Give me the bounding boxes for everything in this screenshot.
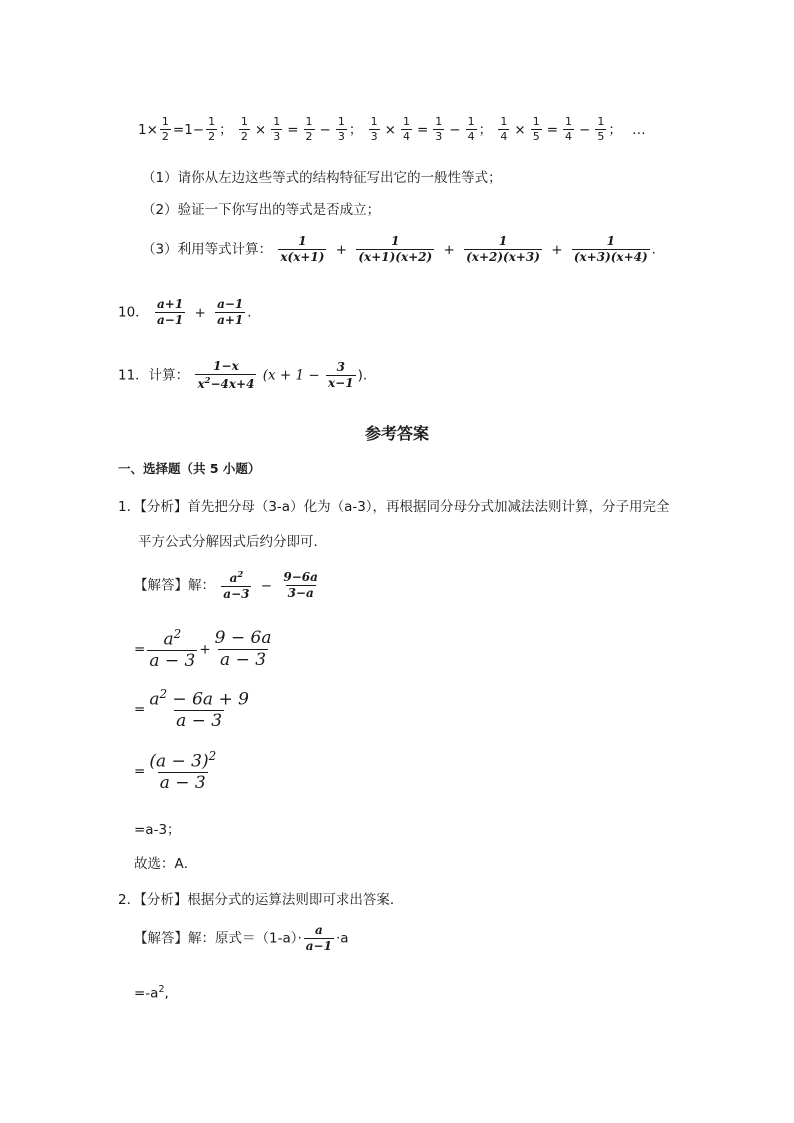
- fraction: $\frac{1}{5}$: [532, 115, 540, 144]
- fraction: $\frac{9-6a}{3-a}$: [283, 570, 318, 601]
- step-4: =a-3；: [134, 822, 181, 838]
- answer-1-analysis: 1．【分析】首先把分母（3-a）化为（a-3），再根据同分母分式加减法法则计算，分子用完全: [118, 499, 670, 515]
- fraction: $\frac{a^2}{a-3}$: [223, 569, 250, 602]
- fraction: $\frac{1}{2}$: [240, 115, 248, 144]
- pattern-term-4: $\frac{1}{4}$ × $\frac{1}{5}$ = $\frac{1}{4}$ − $\frac{1}{5}$ ；: [500, 115, 622, 144]
- ellipsis: …: [632, 121, 646, 138]
- fraction: $\frac{1}{2}$: [208, 115, 216, 144]
- fraction: $\frac{1}{4}$: [402, 115, 410, 144]
- fraction: $\frac{1}{3}$: [435, 115, 443, 144]
- fraction: $\frac{3}{x-1}$: [328, 360, 354, 391]
- fraction: $\frac{1}{3}$: [337, 115, 345, 144]
- fraction: $\frac{1}{2}$: [305, 115, 313, 144]
- pattern-term-1: 1× $\frac{1}{2}$ =1− $\frac{1}{2}$ ；: [138, 115, 233, 144]
- fraction: $\frac{1}{x(x+1)}$: [280, 234, 325, 265]
- fraction: $\frac{a+1}{a-1}$: [156, 297, 184, 328]
- answer-1-choice: 故选：A．: [134, 856, 198, 872]
- fraction: $\frac{1}{2}$: [161, 115, 169, 144]
- fraction: $\frac{1}{4}$: [565, 115, 573, 144]
- fraction: $\frac{a}{a-1}$: [305, 923, 332, 954]
- answer-1-analysis-cont: 平方公式分解因式后约分即可．: [138, 534, 327, 550]
- fraction: $\frac{1}{(x+2)(x+3)}$: [466, 234, 540, 265]
- fraction: $\frac{a^2}{a - 3}$: [149, 627, 196, 672]
- section-heading: 一、选择题（共 5 小题）: [118, 461, 261, 476]
- answer-2-result: $=-a^2$,: [134, 984, 169, 1002]
- pattern-term-3: $\frac{1}{3}$ × $\frac{1}{4}$ = $\frac{1}{3}$ − $\frac{1}{4}$ ；: [370, 115, 493, 144]
- question-9-2: （2）验证一下你写出的等式是否成立；: [142, 202, 381, 218]
- question-9-3: （3）利用等式计算： $\frac{1}{x(x+1)}$ + $\frac{1}{(x+1)(x+2)}$ + $\frac{1}{(x+2)(x+3)}$ + $\frac{1}{(x+3)(x+4)}$ .: [142, 234, 656, 265]
- fraction: $\frac{a-1}{a+1}$: [217, 297, 244, 328]
- fraction: $\frac{1}{(x+3)(x+4)}$: [573, 234, 648, 265]
- fraction: $\frac{1}{4}$: [467, 115, 475, 144]
- fraction: $\frac{1}{4}$: [500, 115, 508, 144]
- fraction: $\frac{1}{5}$: [597, 115, 605, 144]
- problem-10: 10． $\frac{a+1}{a-1}$ + $\frac{a-1}{a+1}$ .: [118, 297, 252, 328]
- step-1: = $\frac{a^2}{a - 3}$ + $\frac{9 - 6a}{a - 3}$: [134, 627, 272, 672]
- fraction: $\frac{1}{(x+1)(x+2)}$: [358, 234, 433, 265]
- step-2: = $\frac{a^2 - 6a + 9}{a - 3}$: [134, 687, 249, 732]
- fraction: $\frac{a^2 - 6a + 9}{a - 3}$: [149, 687, 249, 732]
- fraction: $\frac{1}{3}$: [370, 115, 378, 144]
- pattern-term-2: $\frac{1}{2}$ × $\frac{1}{3}$ = $\frac{1}{2}$ − $\frac{1}{3}$ ；: [240, 115, 363, 144]
- fraction: $\frac{1-x}{x^2-4x+4}$: [197, 359, 255, 392]
- fraction: $\frac{(a - 3)^2}{a - 3}$: [149, 749, 217, 794]
- answers-title: 参考答案: [364, 424, 429, 443]
- step-3: = $\frac{(a - 3)^2}{a - 3}$: [134, 749, 217, 794]
- pattern-equations: [138, 116, 646, 143]
- answer-1-solution: 【解答】解： $\frac{a^2}{a-3}$ − $\frac{9-6a}{3-a}$: [134, 569, 318, 602]
- question-9-1: （1）请你从左边这些等式的结构特征写出它的一般性等式；: [142, 170, 502, 186]
- answer-2-solution: 【解答】解：原式＝（1-a）· $\frac{a}{a-1}$ ·a: [134, 923, 349, 954]
- fraction: $\frac{1}{3}$: [273, 115, 281, 144]
- problem-11: 11．计算： $\frac{1-x}{x^2-4x+4}$ (x + 1 − $\frac{3}{x-1}$ ).: [118, 359, 368, 392]
- answer-2-analysis: 2．【分析】根据分式的运算法则即可求出答案．: [118, 892, 404, 908]
- fraction: $\frac{9 - 6a}{a - 3}$: [214, 628, 272, 671]
